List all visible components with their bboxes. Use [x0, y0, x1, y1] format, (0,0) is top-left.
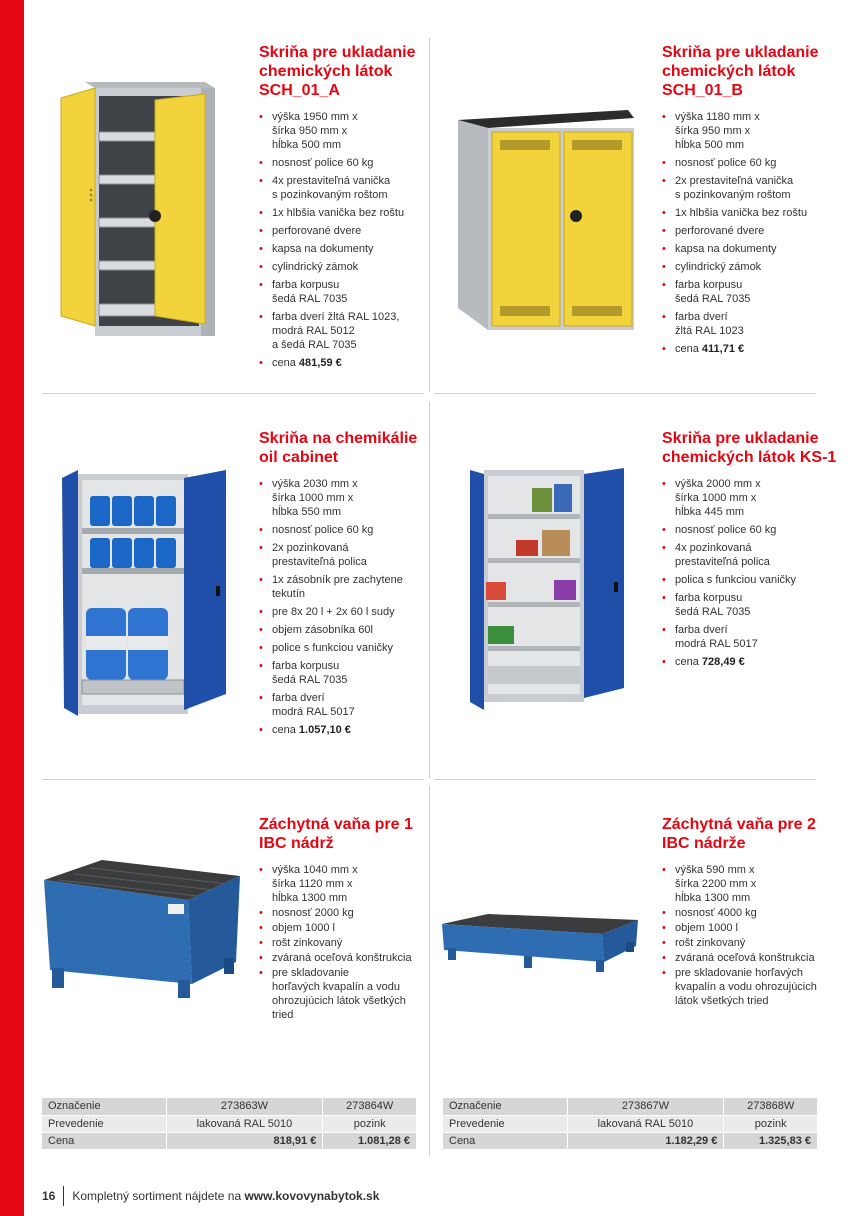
spec-list — [259, 863, 429, 1022]
table-cell: pozink — [323, 1115, 416, 1132]
table-row — [443, 1115, 817, 1132]
table-cell: Cena — [42, 1132, 166, 1149]
spec-item: • farba korpusu šedá RAL 7035 — [662, 278, 832, 306]
spec-item: • výška 1040 mm x šírka 1120 mm x hĺbka 1300 mm — [259, 863, 429, 905]
spec-item: • cylindrický zámok — [662, 260, 832, 274]
table-row — [443, 1132, 817, 1149]
table-cell: 273868W — [724, 1098, 817, 1115]
spec-item: • nosnosť 2000 kg — [259, 906, 429, 920]
spec-item: • nosnosť 4000 kg — [662, 906, 832, 920]
spec-item: • 4x prestaviteľná vanička s pozinkovaným roštom — [259, 174, 429, 202]
cabinet-sch01b-image — [452, 108, 642, 333]
spec-item: • objem zásobníka 60l — [259, 623, 429, 637]
table-cell: 273864W — [323, 1098, 416, 1115]
row-divider — [434, 779, 816, 780]
product-title: Záchytná vaňa pre 2 IBC nádrže — [662, 816, 816, 852]
spec-item: • kapsa na dokumenty — [259, 242, 429, 256]
product-title: Skriňa pre ukladanie chemických látok SCH_01_A — [259, 44, 416, 99]
product-block-sch01a — [259, 43, 434, 374]
spec-item: • farba dverí modrá RAL 5017 — [259, 691, 429, 719]
spec-item: • cylindrický zámok — [259, 260, 429, 274]
spec-item: • pre 8x 20 l + 2x 60 l sudy — [259, 605, 429, 619]
spec-item: • objem 1000 l — [259, 921, 429, 935]
product-block-ibc-single — [259, 815, 434, 1023]
product-title: Skriňa pre ukladanie chemických látok KS-1 — [662, 430, 837, 466]
footer-text: Kompletný sortiment nájdete na — [72, 1189, 242, 1203]
table-cell: pozink — [724, 1115, 817, 1132]
page-accent-bar — [0, 0, 24, 1216]
table-cell: Cena — [443, 1132, 567, 1149]
spec-list — [662, 477, 832, 669]
table-cell: Označenie — [42, 1098, 166, 1115]
spec-item: • výška 590 mm x šírka 2200 mm x hĺbka 1300 mm — [662, 863, 832, 905]
spec-item: • výška 2000 mm x šírka 1000 mm x hĺbka 445 mm — [662, 477, 832, 519]
product-title: Skriňa pre ukladanie chemických látok SCH_01_B — [662, 44, 819, 99]
spec-item: • kapsa na dokumenty — [662, 242, 832, 256]
spec-item: • farba dverí žltá RAL 1023, modrá RAL 5012 a šedá RAL 7035 — [259, 310, 429, 352]
row-divider — [42, 779, 424, 780]
website-link[interactable]: www.kovovynabytok.sk — [244, 1189, 380, 1203]
table-cell: 818,91 € — [166, 1132, 323, 1149]
spec-list — [259, 477, 429, 737]
table-cell: 1.325,83 € — [724, 1132, 817, 1149]
row-divider — [434, 393, 816, 394]
spec-item: • pre skladovanie horľavých kvapalín a vodu ohrozujúcich látok všetkých tried — [259, 966, 429, 1022]
spec-item: • zváraná oceľová konštrukcia — [662, 951, 832, 965]
spec-item: • nosnosť police 60 kg — [259, 156, 429, 170]
spec-item: • rošt zinkovaný — [259, 936, 429, 950]
spec-item: • nosnosť police 60 kg — [662, 523, 832, 537]
table-row — [42, 1098, 416, 1115]
cabinet-sch01a-image — [55, 80, 225, 340]
spec-item: • police s funkciou vaničky — [259, 641, 429, 655]
table-cell: 273867W — [567, 1098, 724, 1115]
product-block-ks1 — [662, 429, 837, 673]
spec-item: • výška 1180 mm x šírka 950 mm x hĺbka 500 mm — [662, 110, 832, 152]
table-cell: lakovaná RAL 5010 — [567, 1115, 724, 1132]
footer-divider — [63, 1186, 64, 1206]
product-block-ibc-double — [662, 815, 837, 1009]
oil-cabinet-image — [60, 468, 232, 723]
spec-list — [259, 110, 429, 370]
row-divider — [42, 393, 424, 394]
product-block-sch01b — [662, 43, 837, 360]
price: 411,71 € — [701, 343, 745, 355]
page-footer — [42, 1186, 379, 1206]
spec-item: • objem 1000 l — [662, 921, 832, 935]
spec-item: • polica s funkciou vaničky — [662, 573, 832, 587]
table-cell: Označenie — [443, 1098, 567, 1115]
ibc-tub-double-image — [440, 912, 640, 974]
spec-item: • nosnosť police 60 kg — [662, 156, 832, 170]
table-row — [42, 1132, 416, 1149]
product-title: Skriňa na chemikálie oil cabinet — [259, 430, 418, 466]
spec-item: • pre skladovanie horľavých kvapalín a vodu ohrozujúcich látok všetkých tried — [662, 966, 832, 1008]
spec-item: • farba dverí modrá RAL 5017 — [662, 623, 832, 651]
table-cell: lakovaná RAL 5010 — [166, 1115, 323, 1132]
spec-list — [662, 863, 832, 1008]
spec-item: • farba korpusu šedá RAL 7035 — [259, 278, 429, 306]
spec-item: • výška 1950 mm x šírka 950 mm x hĺbka 500 mm — [259, 110, 429, 152]
price-item: • cena 728,49 € — [662, 655, 832, 669]
price-table-ibc-single — [42, 1098, 416, 1150]
table-cell: Prevedenie — [42, 1115, 166, 1132]
price: 481,59 € — [298, 357, 342, 369]
table-cell: 1.182,29 € — [567, 1132, 724, 1149]
price-table-ibc-double — [443, 1098, 817, 1150]
product-title: Záchytná vaňa pre 1 IBC nádrž — [259, 816, 413, 852]
spec-item: • farba korpusu šedá RAL 7035 — [259, 659, 429, 687]
price-item: • cena 1.057,10 € — [259, 723, 429, 737]
spec-item: • 4x pozinkovaná prestaviteľná polica — [662, 541, 832, 569]
spec-item: • nosnosť police 60 kg — [259, 523, 429, 537]
ibc-tub-single-image — [38, 858, 242, 998]
spec-item: • 2x pozinkovaná prestaviteľná polica — [259, 541, 429, 569]
cabinet-ks1-image — [462, 466, 630, 714]
price: 1.057,10 € — [298, 724, 351, 736]
spec-item: • farba korpusu šedá RAL 7035 — [662, 591, 832, 619]
table-row — [443, 1098, 817, 1115]
price-item: • cena 411,71 € — [662, 342, 832, 356]
spec-item: • perforované dvere — [662, 224, 832, 238]
spec-item: • rošt zinkovaný — [662, 936, 832, 950]
product-block-oil-cabinet — [259, 429, 434, 741]
spec-item: • perforované dvere — [259, 224, 429, 238]
spec-item: • 1x zásobník pre zachytene tekutín — [259, 573, 429, 601]
table-row — [42, 1115, 416, 1132]
spec-item: • výška 2030 mm x šírka 1000 mm x hĺbka 550 mm — [259, 477, 429, 519]
page-number: 16 — [42, 1189, 56, 1203]
spec-item: • farba dverí žltá RAL 1023 — [662, 310, 832, 338]
table-cell: 273863W — [166, 1098, 323, 1115]
spec-item: • 1x hlbšia vanička bez roštu — [259, 206, 429, 220]
spec-item: • zváraná oceľová konštrukcia — [259, 951, 429, 965]
spec-list — [662, 110, 832, 356]
spec-item: • 1x hlbšia vanička bez roštu — [662, 206, 832, 220]
price: 728,49 € — [701, 656, 745, 668]
spec-item: • 2x prestaviteľná vanička s pozinkovaným roštom — [662, 174, 832, 202]
table-cell: 1.081,28 € — [323, 1132, 416, 1149]
price-item: • cena 481,59 € — [259, 356, 429, 370]
table-cell: Prevedenie — [443, 1115, 567, 1132]
